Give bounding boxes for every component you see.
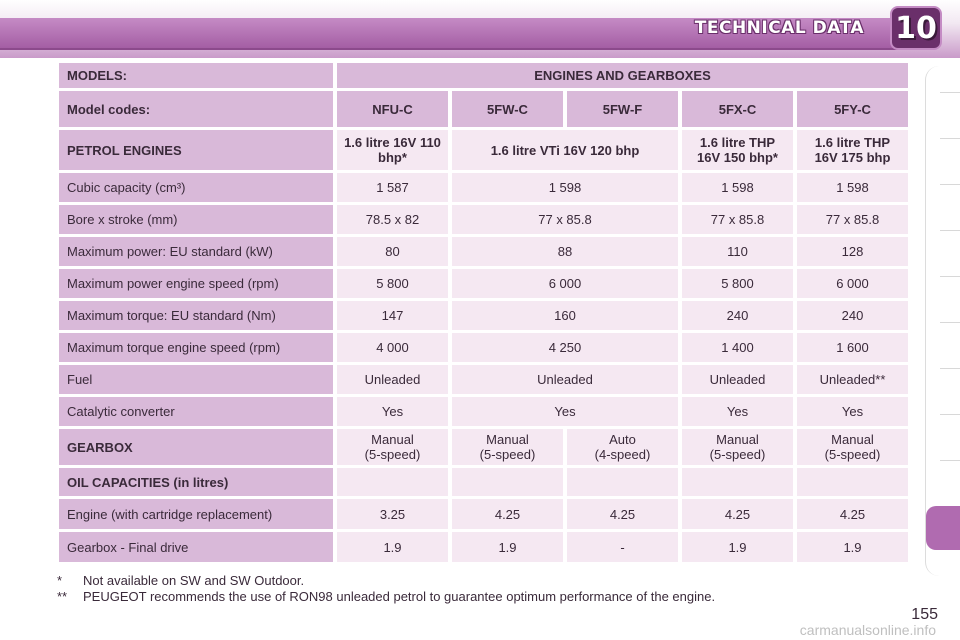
tab-divider (940, 138, 960, 139)
spec-value: Unleaded** (797, 365, 908, 394)
spec-value: 77 x 85.8 (797, 205, 908, 234)
oil-gearbox-label: Gearbox - Final drive (59, 532, 333, 562)
spec-row (59, 333, 908, 362)
gearbox-cell: Manual (5-speed) (682, 429, 793, 465)
spec-label: Maximum torque: EU standard (Nm) (59, 301, 333, 330)
engines-gearboxes-label: ENGINES AND GEARBOXES (337, 63, 908, 88)
page-header (0, 0, 960, 58)
footnote: * Not available on SW and SW Outdoor. (57, 573, 305, 588)
spec-row (59, 205, 908, 234)
petrol-engines-row (59, 130, 908, 170)
spec-rows (59, 173, 908, 426)
oil-gearbox-value: 1.9 (682, 532, 793, 562)
tab-divider (940, 322, 960, 323)
footnotes (57, 573, 715, 605)
spec-row (59, 397, 908, 426)
page-number: 155 (911, 606, 938, 623)
oil-gearbox-value: 1.9 (797, 532, 908, 562)
gearbox-row (59, 429, 908, 465)
model-codes-label: Model codes: (59, 91, 333, 127)
spec-label: Bore x stroke (mm) (59, 205, 333, 234)
spec-value: Yes (337, 397, 448, 426)
spec-value: 128 (797, 237, 908, 266)
spec-value: Yes (682, 397, 793, 426)
spec-value: 88 (452, 237, 678, 266)
spec-label: Cubic capacity (cm³) (59, 173, 333, 202)
spec-row (59, 301, 908, 330)
spec-row (59, 365, 908, 394)
spec-value: 6 000 (797, 269, 908, 298)
spec-value: Unleaded (337, 365, 448, 394)
gearbox-cell: Manual (5-speed) (797, 429, 908, 465)
oil-gearbox-value: 1.9 (452, 532, 563, 562)
spec-row (59, 173, 908, 202)
engine-name: 1.6 litre VTi 16V 120 bhp (452, 130, 678, 170)
tab-divider (940, 368, 960, 369)
oil-engine-value: 4.25 (682, 499, 793, 529)
chapter-badge: 10 (892, 8, 940, 48)
oil-gearbox-value: - (567, 532, 678, 562)
footnote: ** PEUGEOT recommends the use of RON98 unleaded petrol to guarantee optimum performance of the engine. (57, 589, 716, 604)
spec-label: Catalytic converter (59, 397, 333, 426)
tab-divider (940, 414, 960, 415)
spec-value: 78.5 x 82 (337, 205, 448, 234)
spec-value: 80 (337, 237, 448, 266)
oil-engine-label: Engine (with cartridge replacement) (59, 499, 333, 529)
tab-divider (940, 184, 960, 185)
oil-capacities-row (59, 468, 908, 496)
engine-name: 1.6 litre 16V 110 bhp* (337, 130, 448, 170)
gearbox-cell: Manual (5-speed) (337, 429, 448, 465)
page-title: TECHNICAL DATA (694, 18, 864, 38)
tab-divider (940, 460, 960, 461)
engine-name: 1.6 litre THP 16V 175 bhp (797, 130, 908, 170)
model-code: 5FW-C (452, 91, 563, 127)
spec-value: 1 600 (797, 333, 908, 362)
spec-value: 160 (452, 301, 678, 330)
spec-value: 1 598 (682, 173, 793, 202)
spec-value: Unleaded (682, 365, 793, 394)
oil-engine-value: 3.25 (337, 499, 448, 529)
spec-label: Maximum power engine speed (rpm) (59, 269, 333, 298)
spec-label: Maximum torque engine speed (rpm) (59, 333, 333, 362)
spec-label: Fuel (59, 365, 333, 394)
model-code: NFU-C (337, 91, 448, 127)
tab-divider (940, 230, 960, 231)
model-code: 5FW-F (567, 91, 678, 127)
spec-row (59, 269, 908, 298)
oil-capacities-label: OIL CAPACITIES (in litres) (59, 468, 333, 496)
models-label: MODELS: (59, 63, 333, 88)
spec-value: 110 (682, 237, 793, 266)
oil-engine-value: 4.25 (567, 499, 678, 529)
model-code: 5FY-C (797, 91, 908, 127)
model-codes-row (59, 91, 908, 127)
spec-value: 1 400 (682, 333, 793, 362)
spec-value: 77 x 85.8 (682, 205, 793, 234)
oil-engine-value: 4.25 (452, 499, 563, 529)
spec-value: 4 250 (452, 333, 678, 362)
active-chapter-tab[interactable] (926, 506, 960, 550)
oil-gearbox-value: 1.9 (337, 532, 448, 562)
spec-value: 147 (337, 301, 448, 330)
spec-label: Maximum power: EU standard (kW) (59, 237, 333, 266)
spec-value: 77 x 85.8 (452, 205, 678, 234)
spec-value: 5 800 (682, 269, 793, 298)
spec-value: 1 587 (337, 173, 448, 202)
technical-data-table (55, 60, 912, 565)
gearbox-cell: Auto (4-speed) (567, 429, 678, 465)
spec-value: 1 598 (797, 173, 908, 202)
tab-divider (940, 92, 960, 93)
spec-value: Yes (797, 397, 908, 426)
spec-value: 240 (682, 301, 793, 330)
petrol-engines-label: PETROL ENGINES (59, 130, 333, 170)
models-header-row (59, 63, 908, 88)
engine-name: 1.6 litre THP 16V 150 bhp* (682, 130, 793, 170)
spec-value: 240 (797, 301, 908, 330)
tab-divider (940, 276, 960, 277)
spec-value: Yes (452, 397, 678, 426)
spec-value: 6 000 (452, 269, 678, 298)
spec-value: 1 598 (452, 173, 678, 202)
spec-row (59, 237, 908, 266)
oil-gearbox-row (59, 532, 908, 562)
watermark: carmanualsonline.info (799, 622, 936, 638)
spec-value: Unleaded (452, 365, 678, 394)
gearbox-label: GEARBOX (59, 429, 333, 465)
gearbox-cell: Manual (5-speed) (452, 429, 563, 465)
oil-engine-value: 4.25 (797, 499, 908, 529)
chapter-tabs (925, 66, 960, 576)
spec-value: 5 800 (337, 269, 448, 298)
oil-engine-row (59, 499, 908, 529)
model-code: 5FX-C (682, 91, 793, 127)
spec-value: 4 000 (337, 333, 448, 362)
